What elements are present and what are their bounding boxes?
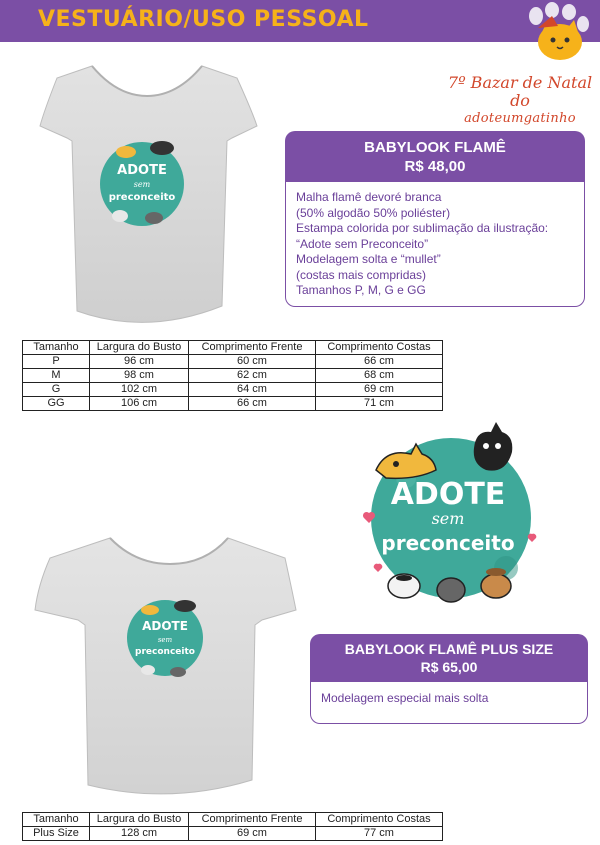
page-title: VESTUÁRIO/USO PESSOAL xyxy=(38,7,369,32)
paw-logo-icon xyxy=(522,2,594,64)
description-line: (50% algodão 50% poliéster) xyxy=(296,205,451,220)
table-cell: 64 cm xyxy=(189,383,316,397)
product-header xyxy=(285,131,585,182)
table-cell: 128 cm xyxy=(90,827,189,841)
product-card-babylook xyxy=(285,131,585,307)
column-header: Comprimento Frente xyxy=(189,813,316,827)
table-cell: P xyxy=(23,355,90,369)
product-name: BABYLOOK FLAMÊ xyxy=(364,139,506,156)
table-cell: 68 cm xyxy=(316,369,443,383)
description-line: Estampa colorida por sublimação da ilustração: xyxy=(296,221,549,235)
table-cell: 60 cm xyxy=(189,355,316,369)
product-description xyxy=(285,182,585,307)
size-table-babylook xyxy=(22,340,443,411)
table-cell: M xyxy=(23,369,90,383)
description-line: “Adote sem Preconceito” xyxy=(296,236,429,251)
table-cell: 69 cm xyxy=(189,827,316,841)
table-row xyxy=(23,355,443,369)
table-cell: Plus Size xyxy=(23,827,90,841)
page-header xyxy=(0,0,600,42)
table-cell: 62 cm xyxy=(189,369,316,383)
product-header xyxy=(310,634,588,682)
artwork-subtitle: sem xyxy=(431,509,465,528)
table-header-row xyxy=(23,341,443,355)
table-cell: 69 cm xyxy=(316,383,443,397)
size-table-babylook-plus-size xyxy=(22,812,443,841)
column-header: Tamanho xyxy=(23,341,90,355)
table-header-row xyxy=(23,813,443,827)
svg-text:ADOTE: ADOTE xyxy=(142,619,188,633)
table-cell: 98 cm xyxy=(90,369,189,383)
product-description xyxy=(310,682,588,724)
artwork-tagline: preconceito xyxy=(381,531,515,555)
table-cell: 102 cm xyxy=(90,383,189,397)
table-row xyxy=(23,397,443,411)
svg-text:sem: sem xyxy=(133,180,151,189)
description-line: Modelagem solta e “mullet” xyxy=(296,252,441,266)
description-line: Malha flamê devoré branca xyxy=(296,190,442,204)
product-name: BABYLOOK FLAMÊ PLUS SIZE xyxy=(344,641,554,657)
table-cell: 96 cm xyxy=(90,355,189,369)
babylook-shirt-image xyxy=(22,56,272,331)
table-cell: 71 cm xyxy=(316,397,443,411)
product-card-babylook-plus-size xyxy=(310,634,588,724)
table-cell: 66 cm xyxy=(316,355,443,369)
table-cell: GG xyxy=(23,397,90,411)
artwork-title: ADOTE xyxy=(390,477,506,512)
table-row xyxy=(23,383,443,397)
product-price: R$ 65,00 xyxy=(420,659,478,675)
product-price: R$ 48,00 xyxy=(404,158,466,175)
description-line: (costas mais compridas) xyxy=(296,267,427,282)
description-line: Tamanhos P, M, G e GG xyxy=(296,283,426,297)
table-cell: G xyxy=(23,383,90,397)
table-cell: 66 cm xyxy=(189,397,316,411)
column-header: Comprimento Frente xyxy=(189,341,316,355)
svg-text:ADOTE: ADOTE xyxy=(117,163,167,178)
svg-text:preconceito: preconceito xyxy=(108,192,176,203)
svg-text:preconceito: preconceito xyxy=(135,647,195,657)
column-header: Tamanho xyxy=(23,813,90,827)
table-row xyxy=(23,369,443,383)
table-cell: 106 cm xyxy=(90,397,189,411)
column-header: Comprimento Costas xyxy=(316,341,443,355)
event-brand xyxy=(440,74,600,128)
table-cell: 77 cm xyxy=(316,827,443,841)
event-organizer: adoteumgatinho xyxy=(464,111,576,126)
event-title: 7º Bazar de Natal do xyxy=(447,73,593,110)
babylook-plus-size-shirt-image xyxy=(30,530,300,800)
description-line: Modelagem especial mais solta xyxy=(321,691,489,705)
adote-sem-preconceito-artwork xyxy=(356,418,542,612)
column-header: Largura do Busto xyxy=(90,813,189,827)
svg-text:sem: sem xyxy=(157,636,173,644)
column-header: Comprimento Costas xyxy=(316,813,443,827)
column-header: Largura do Busto xyxy=(90,341,189,355)
table-row xyxy=(23,827,443,841)
